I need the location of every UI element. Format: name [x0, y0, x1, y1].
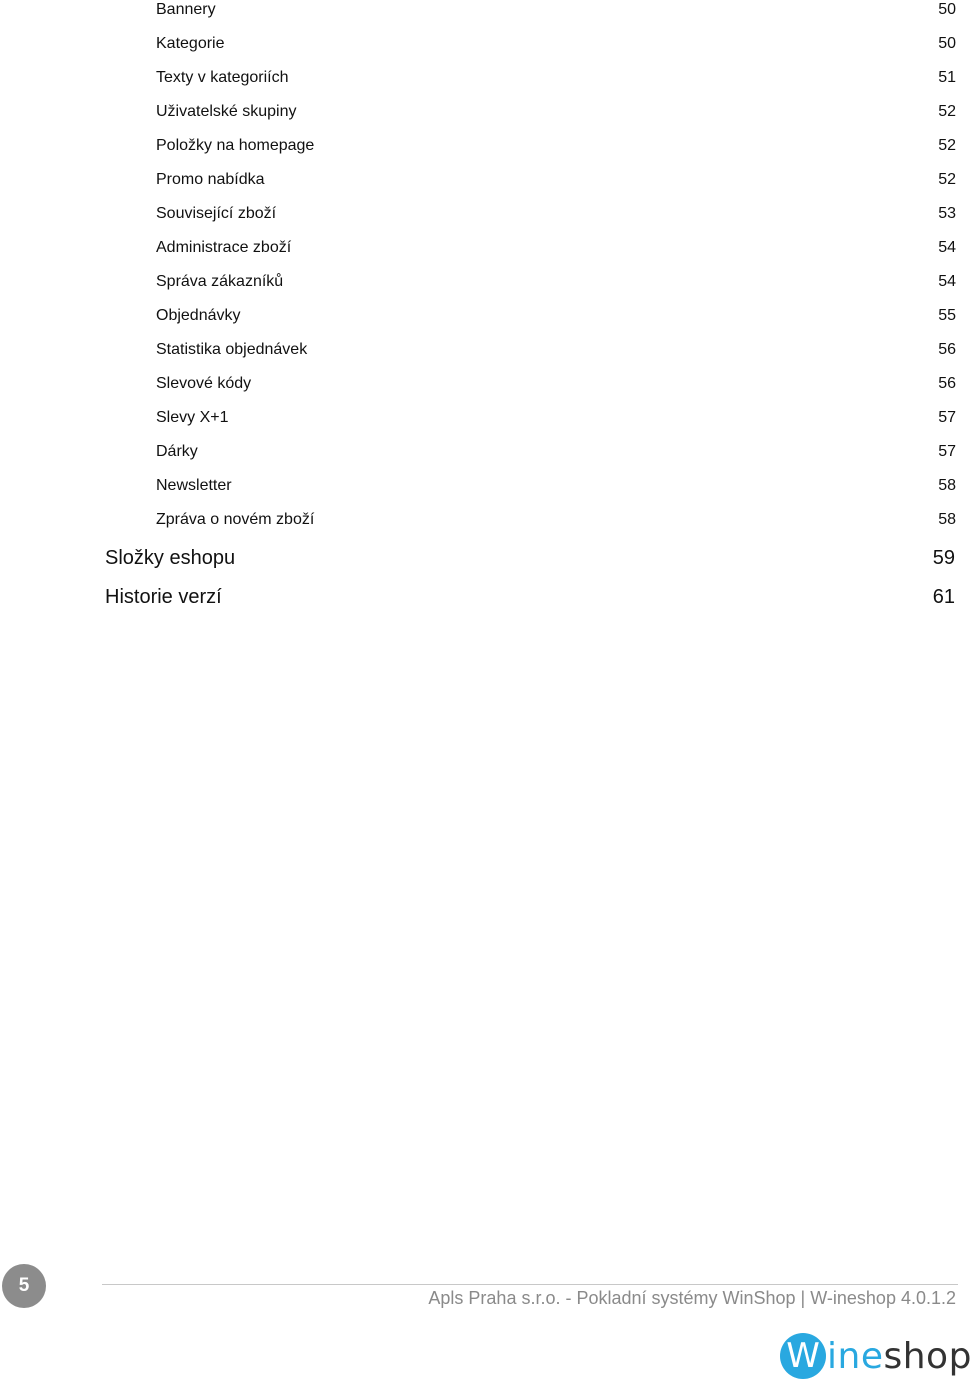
toc-section-page: 61 [932, 586, 955, 608]
toc-entry-title: Zpráva o novém zboží [156, 511, 315, 528]
toc-entry[interactable] [156, 136, 956, 170]
toc-entry-title: Slevy X+1 [156, 409, 229, 426]
toc-entry-page: 52 [938, 103, 956, 120]
toc-entry-title: Dárky [156, 443, 198, 460]
toc-entry-title: Administrace zboží [156, 239, 292, 256]
toc-entry-title: Objednávky [156, 307, 241, 324]
toc-entry[interactable] [156, 204, 956, 238]
toc-entry[interactable] [156, 306, 956, 340]
toc-entry-title: Položky na homepage [156, 137, 315, 154]
toc-entry[interactable] [156, 510, 956, 544]
page-number-badge [2, 1264, 46, 1308]
page-number: 5 [18, 1275, 30, 1296]
toc-entry-page: 56 [938, 341, 956, 358]
footer-text: Apls Praha s.r.o. - Pokladní systémy WinShop | W-ineshop 4.0.1.2 [428, 1288, 956, 1308]
toc-entry[interactable] [156, 34, 956, 68]
toc-entry-title: Uživatelské skupiny [156, 103, 297, 120]
toc-entry[interactable] [156, 238, 956, 272]
logo-text-blue: ine [827, 1335, 884, 1377]
toc-section-title: Historie verzí [105, 586, 222, 608]
toc-entry-page: 58 [938, 477, 956, 494]
toc-entry[interactable] [156, 0, 956, 34]
toc-entry-page: 57 [938, 443, 956, 460]
toc-entry-title: Související zboží [156, 205, 277, 222]
toc-entry-page: 57 [938, 409, 956, 426]
toc-entry[interactable] [156, 442, 956, 476]
toc-entry-page: 52 [938, 171, 956, 188]
toc-entry[interactable] [156, 68, 956, 102]
toc-entry[interactable] [156, 170, 956, 204]
toc-entry-title: Promo nabídka [156, 171, 265, 188]
toc-entry-title: Správa zákazníků [156, 273, 284, 290]
toc-entry-page: 53 [938, 205, 956, 222]
toc-entry-page: 54 [938, 273, 956, 290]
toc-entry-title: Statistika objednávek [156, 341, 308, 358]
toc-section-title: Složky eshopu [105, 547, 236, 569]
toc-entry-title: Texty v kategoriích [156, 69, 289, 86]
logo-w-circle: W [780, 1333, 826, 1379]
toc-entry[interactable] [156, 340, 956, 374]
toc-entry[interactable] [156, 102, 956, 136]
toc-entry-page: 54 [938, 239, 956, 256]
toc-entry-page: 55 [938, 307, 956, 324]
toc-entry-title: Newsletter [156, 477, 232, 494]
toc-section-page: 59 [932, 547, 955, 569]
toc-section[interactable] [105, 546, 955, 584]
toc-entry-page: 51 [938, 69, 956, 86]
toc-entry-title: Kategorie [156, 35, 225, 52]
footer-divider [102, 1284, 958, 1285]
toc-entry-page: 56 [938, 375, 956, 392]
toc-entry-title: Slevové kódy [156, 375, 252, 392]
toc-entry-page: 52 [938, 137, 956, 154]
toc-entry[interactable] [156, 374, 956, 408]
wineshop-logo [780, 1332, 972, 1380]
toc-entry-title: Bannery [156, 1, 216, 18]
logo-text-dark: shop [883, 1335, 972, 1377]
toc-entry-page: 50 [938, 1, 956, 18]
toc-entry[interactable] [156, 408, 956, 442]
toc-entry-page: 58 [938, 511, 956, 528]
toc-entry-page: 50 [938, 35, 956, 52]
toc-section[interactable] [105, 585, 955, 623]
toc-entry[interactable] [156, 476, 956, 510]
toc-entry[interactable] [156, 272, 956, 306]
